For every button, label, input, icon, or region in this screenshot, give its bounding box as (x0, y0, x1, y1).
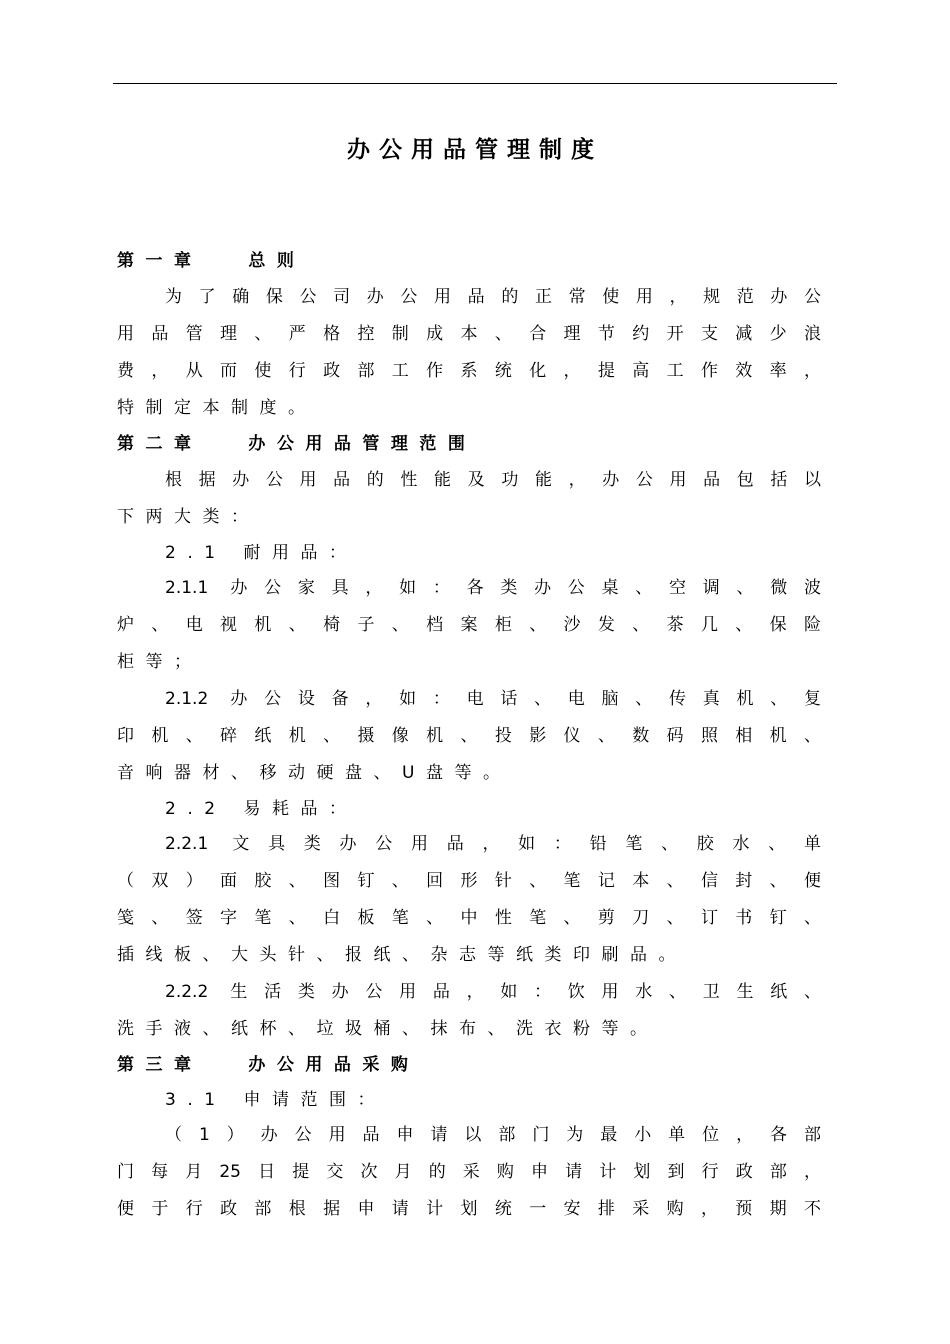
paragraph-line: 柜等； (117, 652, 203, 672)
paragraph-line: 便于行政部根据申请计划统一安排采购，预期不 (117, 1199, 821, 1219)
section-heading: 2.1 耐用品： (165, 543, 358, 563)
paragraph-line: 洗手液、纸杯、垃圾桶、抹布、洗衣粉等。 (117, 1019, 659, 1039)
section-heading: 3.1 申请范围： (165, 1090, 386, 1110)
section-heading: 2.2 易耗品： (165, 799, 358, 819)
chapter-heading: 第二章 办公用品管理范围 (117, 434, 477, 454)
paragraph-line: 用品管理、严格控制成本、合理节约开支减少浪 (117, 324, 821, 344)
paragraph-line: 2.1.1 办公家具，如：各类办公桌、空调、微波 (165, 578, 821, 598)
paragraph-line: 音响器材、移动硬盘、U盘等。 (117, 763, 512, 783)
paragraph-line: 为了确保公司办公用品的正常使用，规范办公 (165, 287, 821, 307)
paragraph-line: 根据办公用品的性能及功能，办公用品包括以 (165, 470, 821, 490)
paragraph-line: 特制定本制度。 (117, 398, 317, 418)
paragraph-line: 2.2.2 生活类办公用品，如：饮用水、卫生纸、 (165, 982, 821, 1002)
chapter-heading: 第三章 办公用品采购 (117, 1055, 420, 1075)
paragraph-line: 插线板、大头针、报纸、杂志等纸类印刷品。 (117, 945, 687, 965)
paragraph-line: 炉、电视机、椅子、档案柜、沙发、茶几、保险 (117, 615, 821, 635)
paragraph-line: 费，从而使行政部工作系统化，提高工作效率， (117, 361, 821, 381)
paragraph-line: 2.1.2 办公设备，如：电话、电脑、传真机、复 (165, 689, 821, 709)
paragraph-line: （双）面胶、图钉、回形针、笔记本、信封、便 (117, 871, 821, 891)
paragraph-line: 2.2.1 文具类办公用品，如：铅笔、胶水、单 (165, 834, 821, 854)
paragraph-line: 下两大类： (117, 507, 260, 527)
paragraph-line: 印机、碎纸机、摄像机、投影仪、数码照相机、 (117, 726, 821, 746)
paragraph-line: （1）办公用品申请以部门为最小单位，各部 (165, 1125, 821, 1145)
document-title: 办公用品管理制度 (347, 137, 603, 163)
paragraph-line: 笺、签字笔、白板笔、中性笔、剪刀、订书钉、 (117, 908, 821, 928)
document-body (117, 244, 821, 1228)
header-rule (113, 83, 837, 84)
chapter-heading: 第一章 总则 (117, 251, 306, 271)
paragraph-line: 门每月25日提交次月的采购申请计划到行政部， (117, 1162, 821, 1182)
